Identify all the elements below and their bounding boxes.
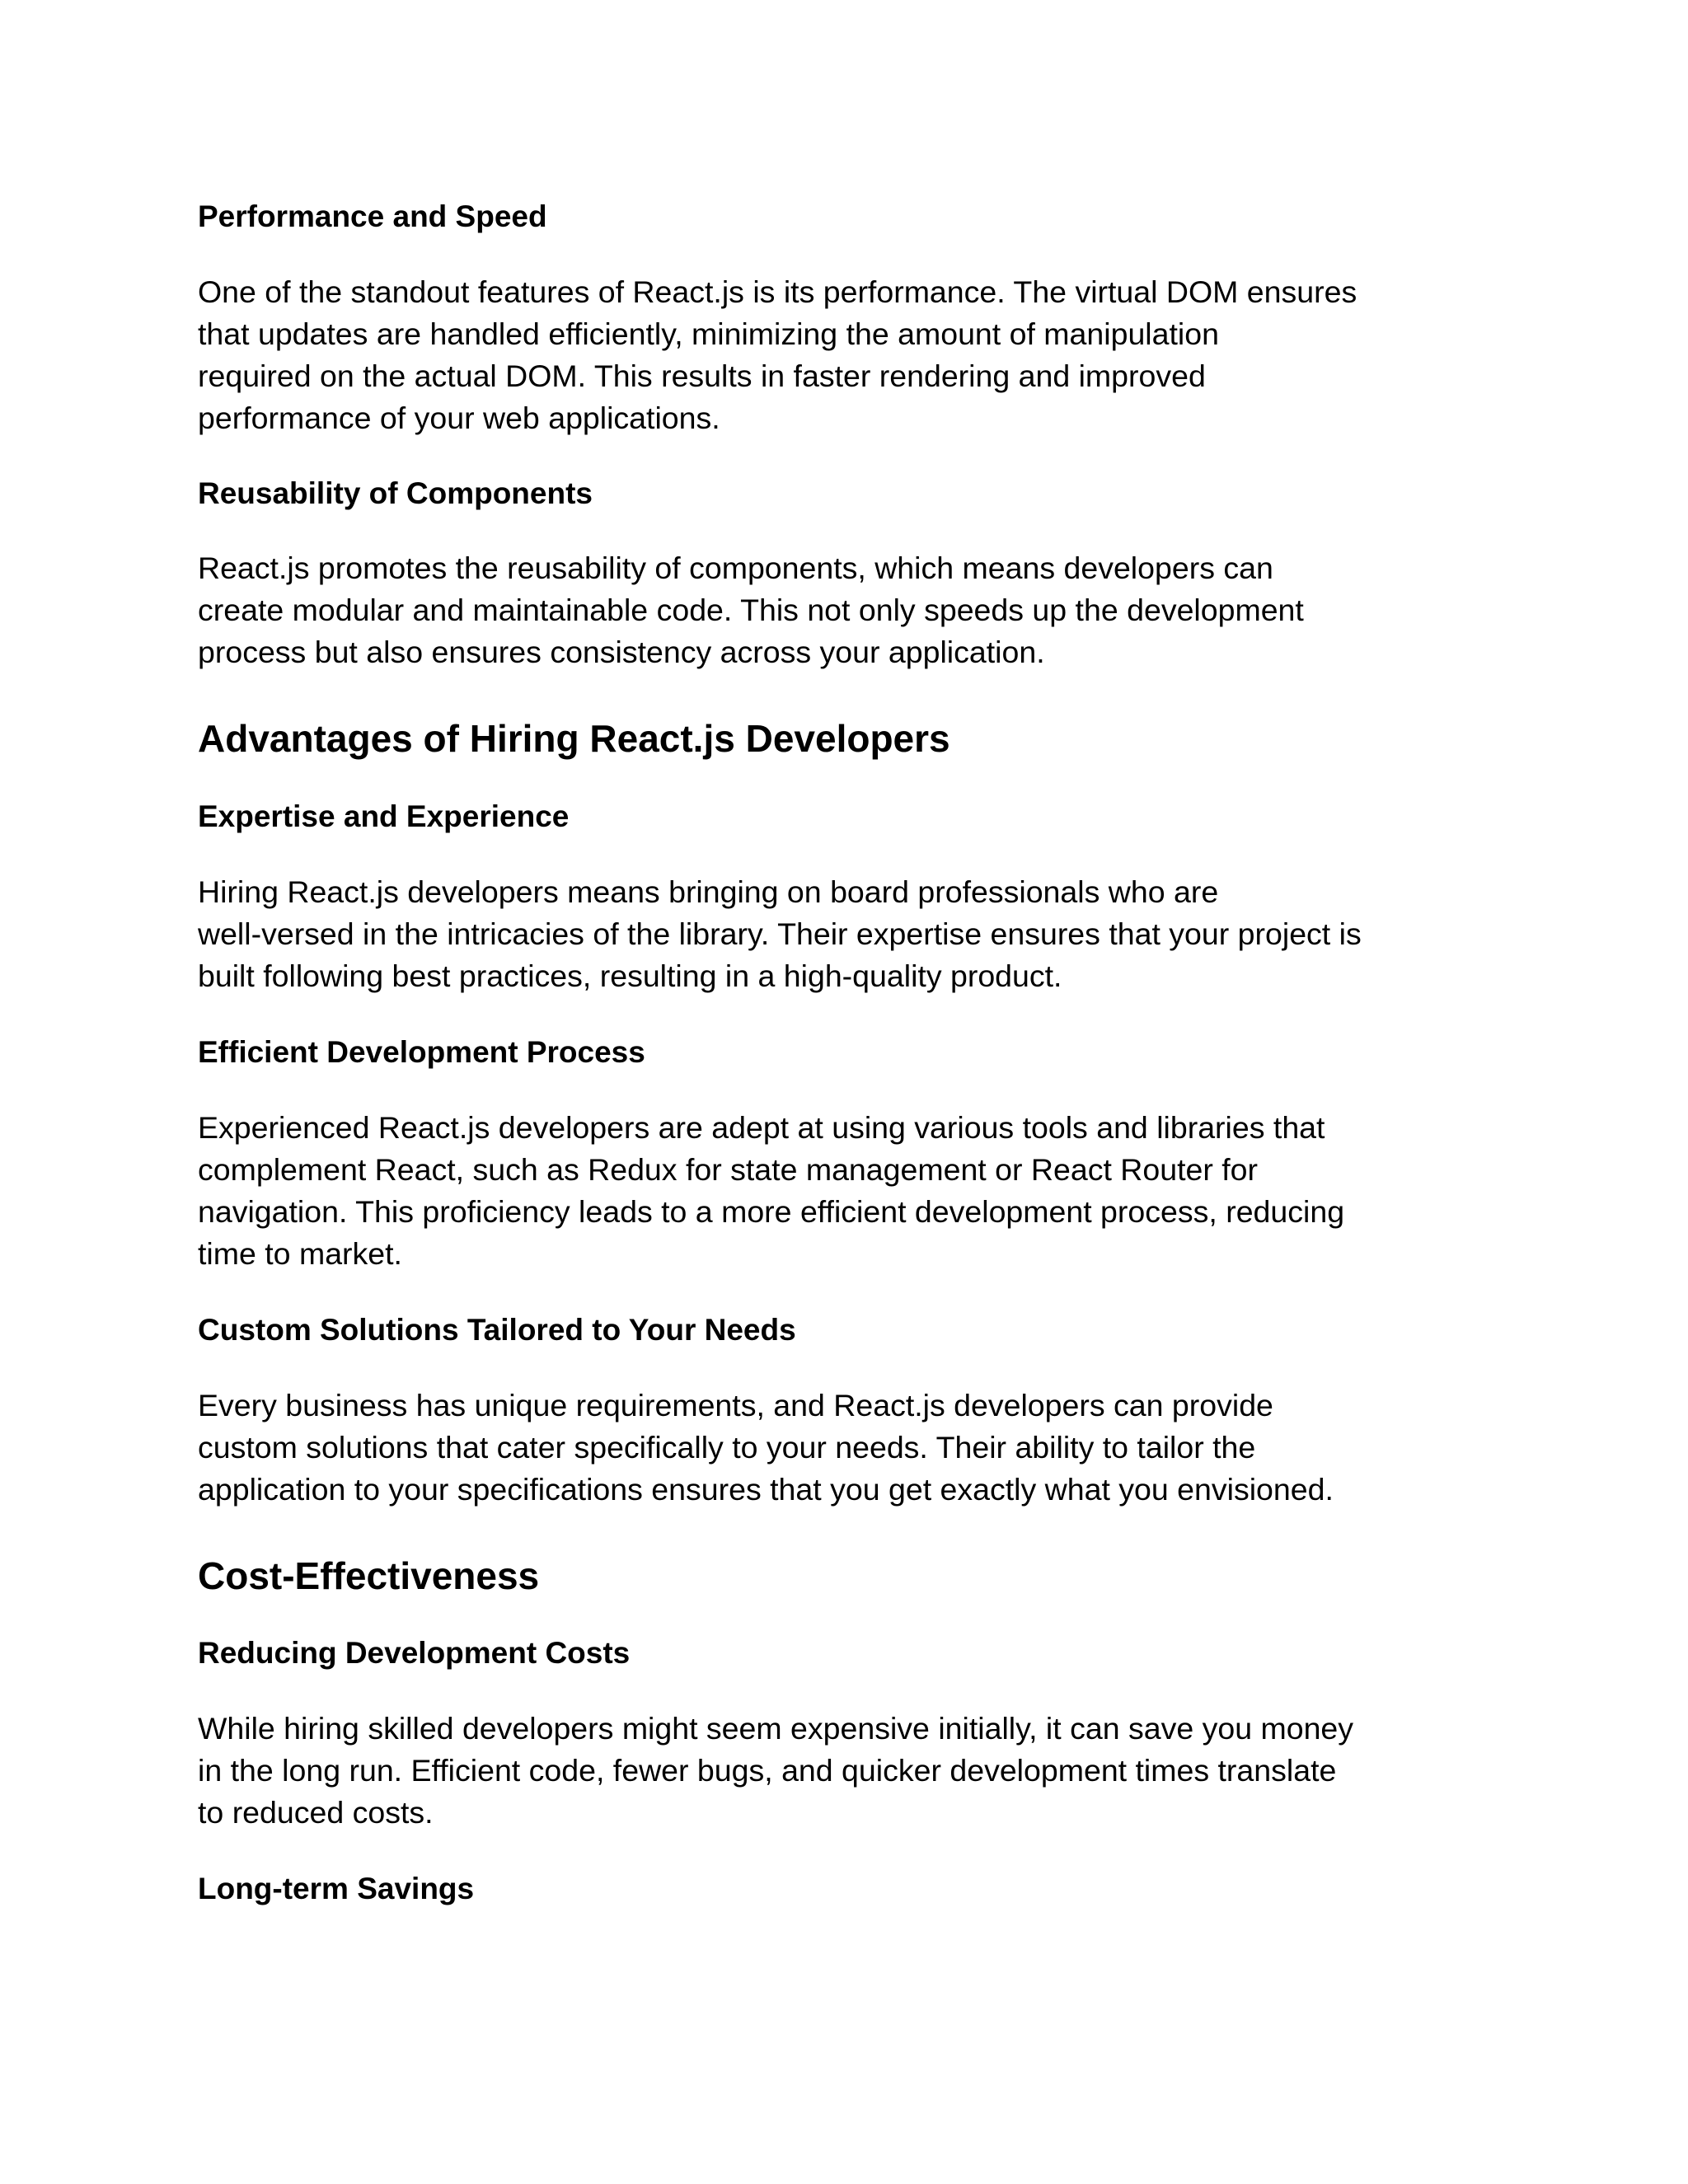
section-paragraph-reducing-costs [198,1708,1517,1834]
paragraph-line: Experienced React.js developers are adept at using various tools and libraries that [198,1110,1325,1145]
paragraph-line: While hiring skilled developers might seem expensive initially, it can save you money [198,1711,1354,1746]
paragraph-line: well-versed in the intricacies of the library. Their expertise ensures that your project is [198,916,1362,951]
paragraph-line: Every business has unique requirements, and React.js developers can provide [198,1388,1273,1422]
section-paragraph-performance [198,271,1517,439]
major-heading-cost-effectiveness: Cost-Effectiveness [198,1554,540,1597]
major-heading-advantages: Advantages of Hiring React.js Developers [198,717,950,760]
paragraph-line: time to market. [198,1236,402,1271]
paragraph-line: create modular and maintainable code. This not only speeds up the development [198,593,1304,627]
section-heading-reducing-costs: Reducing Development Costs [198,1636,631,1670]
paragraph-line: built following best practices, resulting in a high-quality product. [198,958,1062,993]
section-paragraph-reusability [198,547,1517,673]
paragraph-line: to reduced costs. [198,1795,434,1830]
paragraph-line: One of the standout features of React.js is its performance. The virtual DOM ensures [198,274,1357,309]
paragraph-line: that updates are handled efficiently, minimizing the amount of manipulation [198,316,1219,351]
section-heading-performance: Performance and Speed [198,199,547,233]
paragraph-line: required on the actual DOM. This results in faster rendering and improved [198,359,1206,393]
section-heading-custom-solutions: Custom Solutions Tailored to Your Needs [198,1313,796,1347]
paragraph-line: custom solutions that cater specifically to your needs. Their ability to tailor the [198,1430,1256,1465]
section-paragraph-expertise [198,871,1517,997]
paragraph-line: Hiring React.js developers means bringing on board professionals who are [198,874,1219,909]
section-heading-long-term-savings: Long-term Savings [198,1872,475,1905]
paragraph-line: in the long run. Efficient code, fewer bugs, and quicker development times translate [198,1753,1337,1788]
paragraph-line: navigation. This proficiency leads to a more efficient development process, reducing [198,1194,1345,1229]
section-heading-efficient-development: Efficient Development Process [198,1035,645,1069]
paragraph-line: process but also ensures consistency across your application. [198,635,1045,669]
section-paragraph-custom-solutions [198,1385,1517,1511]
section-heading-reusability: Reusability of Components [198,476,593,510]
paragraph-line: performance of your web applications. [198,401,720,435]
section-heading-expertise: Expertise and Experience [198,799,570,833]
paragraph-line: application to your specifications ensures that you get exactly what you envisioned. [198,1472,1334,1507]
paragraph-line: complement React, such as Redux for state management or React Router for [198,1152,1259,1187]
section-paragraph-efficient-development [198,1107,1517,1275]
paragraph-line: React.js promotes the reusability of components, which means developers can [198,551,1273,585]
